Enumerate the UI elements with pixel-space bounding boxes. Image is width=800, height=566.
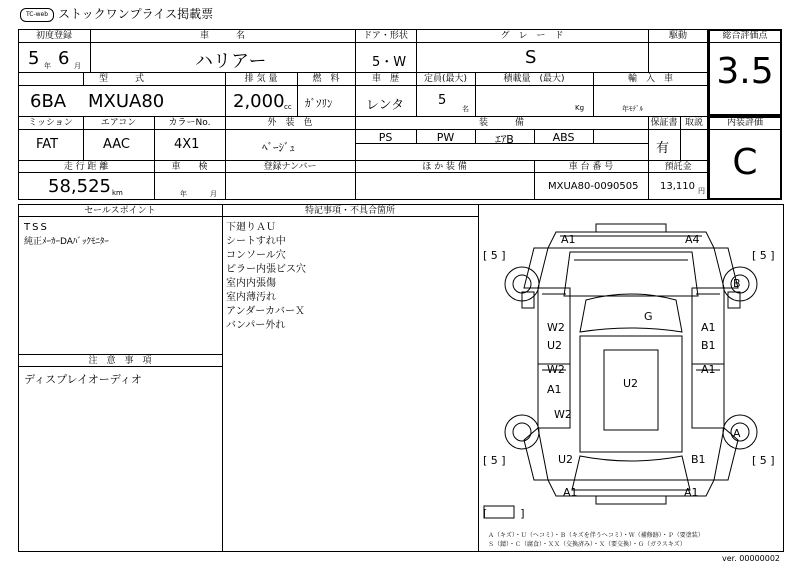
list-item: TSS <box>24 222 49 233</box>
mark-tire-right: B <box>733 277 741 290</box>
tire-mark-front-left: [ 5 ] <box>483 249 506 262</box>
mileage-unit: km <box>112 189 123 197</box>
list-item: シートすれ中 <box>226 236 286 247</box>
deposit: 13,110 <box>660 181 695 192</box>
capacity-unit: 名 <box>462 105 469 113</box>
list-item: アンダーカバーＸ <box>226 306 305 317</box>
label-door: ドア・形状 <box>363 31 408 41</box>
mark-front-right: A4 <box>685 233 700 246</box>
label-chassis: 車 台 番 号 <box>568 162 614 172</box>
mark-trunk: U2 <box>623 377 639 390</box>
label-interior: 内装評価 <box>726 118 763 128</box>
label-grade: グ レ ー ド <box>500 31 564 41</box>
mission: FAT <box>36 137 59 152</box>
inspection-year-unit: 年 <box>180 190 187 198</box>
remarks-list <box>226 221 306 333</box>
model-code: MXUA80 <box>88 91 165 112</box>
import-unit: 年ﾓﾃﾞﾙ <box>622 105 643 113</box>
equipment-ps: PS <box>378 131 393 144</box>
remarks-heading: 特記事項・不具合箇所 <box>304 206 395 216</box>
warranty: 有 <box>656 141 670 156</box>
logo <box>20 8 54 22</box>
label-mileage: 走 行 距 離 <box>63 162 109 172</box>
list-item: ディスプレイオーディオ <box>24 373 142 386</box>
list-item: バンパー外れ <box>226 320 286 331</box>
equipment-pw: PW <box>436 131 455 144</box>
label-other-equipment: ほ か 装 備 <box>422 162 467 172</box>
list-item: 室内内張傷 <box>226 278 276 289</box>
top-table <box>18 29 708 200</box>
tire-mark-front-right: [ 5 ] <box>752 249 775 262</box>
mark-left-rear-door-2: A1 <box>547 383 562 396</box>
exterior-color: ﾍﾞｰｼﾞｭ <box>262 141 295 154</box>
label-displacement: 排 気 量 <box>244 74 278 84</box>
capacity: 5 <box>438 93 447 108</box>
label-exterior: 外 装 色 <box>267 118 313 128</box>
label-equipment: 装 備 <box>478 118 524 128</box>
list-item: 純正ﾒｰｶｰDAﾊﾞｯｸﾓﾆﾀｰ <box>24 237 109 247</box>
inspection-month-unit: 月 <box>210 190 217 198</box>
equipment-abs: ABS <box>552 131 575 144</box>
label-model: 型 式 <box>98 74 144 84</box>
label-drive: 駆動 <box>668 31 687 41</box>
car-diagram <box>478 204 784 524</box>
label-deposit: 預託金 <box>664 162 692 172</box>
mark-rear-tire-right: A <box>733 427 741 440</box>
sales-points-heading: セールスポイント <box>84 206 156 216</box>
tire-mark-rear-right: [ 5 ] <box>752 454 775 467</box>
mark-right-front-door-2: B1 <box>701 339 716 352</box>
notes-list <box>24 373 142 387</box>
displacement: 2,000 <box>233 91 285 112</box>
label-manual: 取説 <box>684 118 703 128</box>
mark-right-rear-door: A1 <box>701 363 716 376</box>
page-title: ストックワンプライス掲載票 <box>58 7 214 21</box>
list-item: ピラー内張ビス穴 <box>226 264 306 275</box>
label-car-name: 車 名 <box>199 31 245 41</box>
overall-score: 3.5 <box>716 51 774 92</box>
label-plate: 登録ナンバー <box>263 162 317 172</box>
first-reg-month: 6 <box>58 48 70 69</box>
mark-left-front-door-1: W2 <box>547 321 565 334</box>
label-history: 車 歴 <box>371 74 399 84</box>
displacement-unit: cc <box>284 103 292 111</box>
history: レンタ <box>366 98 405 113</box>
aircon: AAC <box>103 137 130 152</box>
label-mission: ミッション <box>28 118 73 128</box>
spare-bracket: [ ] <box>483 507 525 520</box>
mark-rear-left: U2 <box>558 453 574 466</box>
label-warranty: 保証書 <box>650 118 678 128</box>
mark-rear-right: B1 <box>691 453 706 466</box>
equipment-airbag: ｴｱB <box>495 133 514 146</box>
label-load: 積載量 (最大) <box>503 74 565 84</box>
tire-mark-rear-left: [ 5 ] <box>483 454 506 467</box>
mark-left-front-door-2: U2 <box>547 339 563 352</box>
mark-front-left: A1 <box>561 233 576 246</box>
year-unit: 年 <box>44 62 51 70</box>
door-type: 5・W <box>372 55 407 70</box>
mark-rear-bumper-right: A1 <box>684 486 699 499</box>
mark-roof: G <box>644 310 653 323</box>
grade: S <box>525 47 537 68</box>
label-fuel: 燃 料 <box>312 74 340 84</box>
mark-left-rear-door-1: W2 <box>547 363 565 376</box>
list-item: 下廻りＡＵ <box>226 222 276 233</box>
car-name: ハリアー <box>195 51 267 72</box>
version-label: ver. 00000002 <box>722 554 781 563</box>
label-overall: 総合評価点 <box>722 31 768 41</box>
damage-legend-1: Ａ（キズ）・Ｕ（ヘコミ）・Ｂ（キズを伴うヘコミ）・Ｗ（補修跡）・Ｐ（要塗装） <box>488 532 704 539</box>
mileage: 58,525 <box>48 176 111 197</box>
deposit-unit: 円 <box>698 187 705 195</box>
label-first-reg: 初度登録 <box>35 31 72 41</box>
sales-points-list <box>24 221 109 249</box>
interior-score: C <box>732 142 758 183</box>
label-aircon: エアコン <box>100 118 137 128</box>
load-unit: Kg <box>575 104 585 112</box>
color-no: 4X1 <box>174 137 200 152</box>
month-unit: 月 <box>74 62 81 70</box>
label-color-no: カラーNo. <box>168 118 211 128</box>
chassis-number: MXUA80-0090505 <box>548 181 639 192</box>
list-item: 室内薄汚れ <box>226 292 276 303</box>
notes-heading: 注 意 事 項 <box>88 356 152 366</box>
list-item: コンソール穴 <box>226 250 286 261</box>
damage-legend-2: Ｓ（錆）・Ｃ（腐食）・ＸＸ（交換済み）・Ｘ（要交換）・Ｇ（ガラスキズ） <box>488 541 686 548</box>
label-capacity: 定員(最大) <box>423 74 468 84</box>
fuel: ｶﾞｿﾘﾝ <box>305 97 333 110</box>
mark-left-rear-fender: W2 <box>554 408 572 421</box>
mark-right-front-door-1: A1 <box>701 321 716 334</box>
label-inspection: 車 検 <box>171 162 208 172</box>
model-prefix: 6BA <box>30 91 67 112</box>
first-reg-year: 5 <box>28 48 40 69</box>
label-import: 輸 入 車 <box>627 74 673 84</box>
mark-rear-bumper-left: A1 <box>563 486 578 499</box>
logo-text: TC-web <box>25 11 49 18</box>
